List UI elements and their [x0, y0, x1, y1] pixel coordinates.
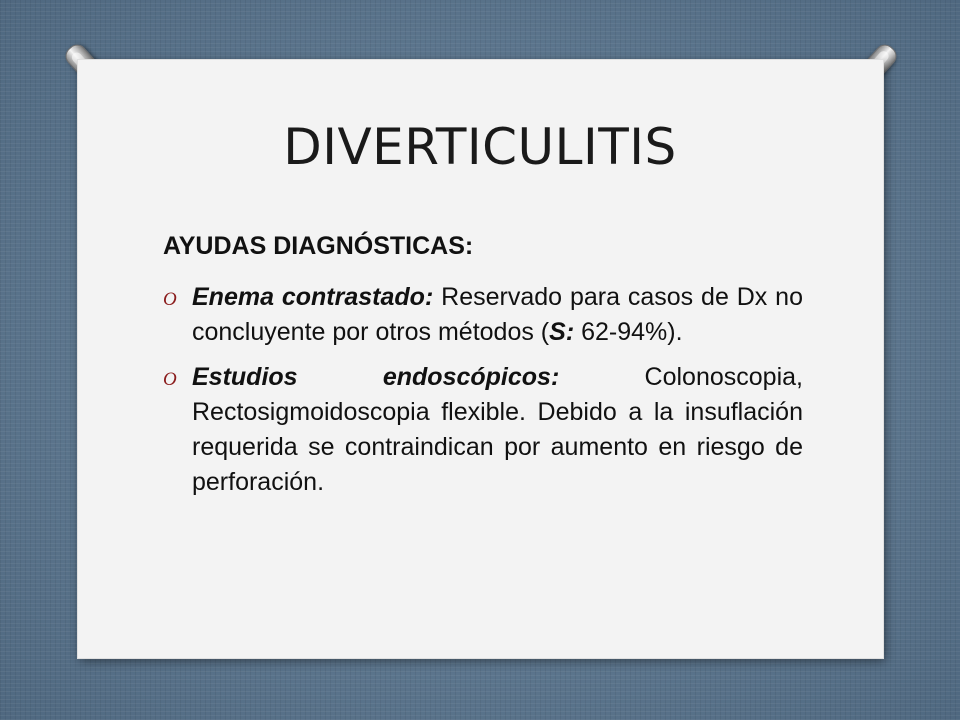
bullet-marker-icon: O: [163, 369, 177, 390]
bullet-term: Enema contrastado:: [192, 283, 434, 311]
bullet-term: Estudios endoscópicos:: [192, 363, 560, 391]
section-subtitle: AYUDAS DIAGNÓSTICAS:: [163, 232, 474, 260]
bullet-text: Reservado para casos de Dx no concluyente por otros métodos (: [192, 283, 803, 346]
bullet-marker-icon: O: [163, 289, 177, 310]
bullet-emphasis: S:: [549, 318, 575, 346]
bullet-item-enema: [163, 280, 803, 350]
slide-title: DIVERTICULITIS: [283, 118, 677, 176]
bullet-item-endoscopic: [163, 360, 803, 500]
bullet-text: 62-94%).: [574, 318, 683, 346]
bullet-text: Colonoscopia, Rectosigmoidoscopia flexible. Debido a la insuflación requerida se contraindican por aumento en riesgo de perforación.: [192, 363, 803, 496]
bullet-list: [163, 280, 803, 510]
